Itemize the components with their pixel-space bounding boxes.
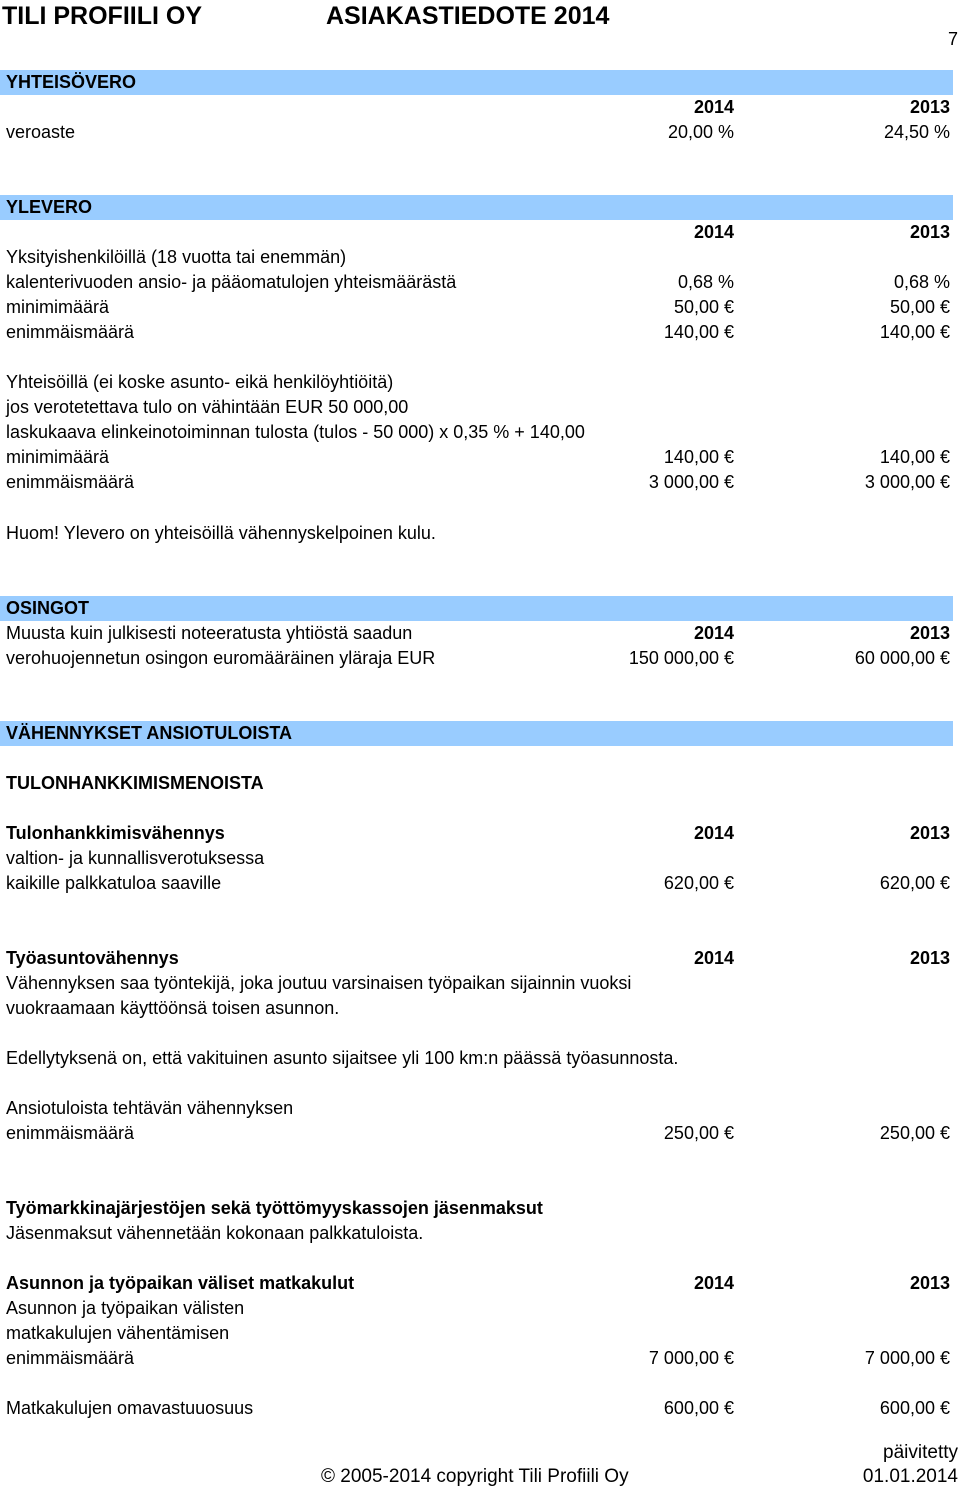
max-label: enimmäismäärä: [6, 322, 135, 342]
min-2013: 50,00 €: [889, 297, 950, 317]
section-title-osingot: OSINGOT: [6, 598, 90, 618]
travel-text-2: matkakulujen vähentämisen: [6, 1323, 230, 1343]
dividend-text: Muusta kuin julkisesti noteeratusta yhtiöstä saadun: [6, 623, 413, 643]
corp-min-label: minimimäärä: [6, 447, 110, 467]
income-2014: 0,68 %: [677, 272, 734, 292]
year-2013: 2013: [909, 823, 950, 843]
updated-date: 01.01.2014: [862, 1466, 958, 1487]
tyoasunto-condition: Edellytyksenä on, että vakituinen asunto sijaitsee yli 100 km:n päässä työasunnosta.: [6, 1048, 679, 1068]
tulonhankkimis-title: Tulonhankkimisvähennys: [6, 823, 225, 843]
min-label: minimimäärä: [6, 297, 110, 317]
max-2014: 140,00 €: [663, 322, 734, 342]
year-2013: 2013: [909, 623, 950, 643]
updated-label: päivitetty: [883, 1442, 958, 1463]
year-2013: 2013: [909, 948, 950, 968]
rate-label: veroaste: [6, 122, 76, 142]
year-2014: 2014: [693, 623, 734, 643]
subsection-title: TULONHANKKIMISMENOISTA: [6, 773, 264, 793]
tulonhankkimis-2013: 620,00 €: [879, 873, 950, 893]
dividend-limit-label: verohuojennetun osingon euromääräinen yläraja EUR: [6, 648, 436, 668]
income-2013: 0,68 %: [893, 272, 950, 292]
self-liability-2013: 600,00 €: [879, 1398, 950, 1418]
year-2014: 2014: [693, 97, 734, 117]
ylevero-note: Huom! Ylevero on yhteisöillä vähennyskelpoinen kulu.: [6, 523, 436, 543]
max-2013: 140,00 €: [879, 322, 950, 342]
corp-max-2013: 3 000,00 €: [864, 472, 950, 492]
tulonhankkimis-2014: 620,00 €: [663, 873, 734, 893]
year-2014: 2014: [693, 823, 734, 843]
rate-2013: 24,50 %: [883, 122, 950, 142]
travel-max-2013: 7 000,00 €: [864, 1348, 950, 1368]
dividend-limit-2014: 150 000,00 €: [628, 648, 734, 668]
corp-calculation: laskukaava elinkeinotoiminnan tulosta (tulos - 50 000) x 0,35 % + 140,00: [6, 422, 585, 442]
page-number: 7: [947, 29, 958, 49]
travel-max-2014: 7 000,00 €: [648, 1348, 734, 1368]
year-2014: 2014: [693, 1273, 734, 1293]
travel-title: Asunnon ja työpaikan väliset matkakulut: [6, 1273, 355, 1293]
tyoasunto-title: Työasuntovähennys: [6, 948, 179, 968]
year-2013: 2013: [909, 1273, 950, 1293]
tyoasunto-text-2: vuokraamaan käyttöönsä toisen asunnon.: [6, 998, 340, 1018]
rate-2014: 20,00 %: [667, 122, 734, 142]
dividend-limit-2013: 60 000,00 €: [854, 648, 950, 668]
year-2014: 2014: [693, 222, 734, 242]
individuals-text: Yksityishenkilöillä (18 vuotta tai enemmän): [6, 247, 347, 267]
corp-min-2014: 140,00 €: [663, 447, 734, 467]
tyoasunto-text-1: Vähennyksen saa työntekijä, joka joutuu varsinaisen työpaikan sijainnin vuoksi: [6, 973, 632, 993]
copyright: © 2005-2014 copyright Tili Profiili Oy: [321, 1466, 629, 1487]
year-2013: 2013: [909, 222, 950, 242]
company-name: TILI PROFIILI OY: [2, 2, 202, 30]
section-title-ylevero: YLEVERO: [6, 197, 93, 217]
tyoasunto-max-label: enimmäismäärä: [6, 1123, 135, 1143]
section-title-yhteisovero: YHTEISÖVERO: [6, 72, 137, 92]
corp-min-2013: 140,00 €: [879, 447, 950, 467]
travel-max-label: enimmäismäärä: [6, 1348, 135, 1368]
tulonhankkimis-text-1: valtion- ja kunnallisverotuksessa: [6, 848, 265, 868]
corp-max-2014: 3 000,00 €: [648, 472, 734, 492]
tulonhankkimis-text-2: kaikille palkkatuloa saaville: [6, 873, 222, 893]
corp-max-label: enimmäismäärä: [6, 472, 135, 492]
year-2013: 2013: [909, 97, 950, 117]
self-liability-label: Matkakulujen omavastuuosuus: [6, 1398, 254, 1418]
travel-text-1: Asunnon ja työpaikan välisten: [6, 1298, 245, 1318]
year-2014: 2014: [693, 948, 734, 968]
min-2014: 50,00 €: [673, 297, 734, 317]
income-label: kalenterivuoden ansio- ja pääomatulojen yhteismäärästä: [6, 272, 457, 292]
union-fees-text: Jäsenmaksut vähennetään kokonaan palkkatuloista.: [6, 1223, 424, 1243]
section-title-vahennykset: VÄHENNYKSET ANSIOTULOISTA: [6, 723, 293, 743]
tyoasunto-deduction-text: Ansiotuloista tehtävän vähennyksen: [6, 1098, 294, 1118]
corp-condition: jos verotetettava tulo on vähintään EUR 50 000,00: [6, 397, 409, 417]
corp-text: Yhteisöillä (ei koske asunto- eikä henkilöyhtiöitä): [6, 372, 394, 392]
document-title: ASIAKASTIEDOTE 2014: [326, 2, 610, 30]
union-fees-title: Työmarkkinajärjestöjen sekä työttömyyskassojen jäsenmaksut: [6, 1198, 543, 1218]
tyoasunto-max-2013: 250,00 €: [879, 1123, 950, 1143]
self-liability-2014: 600,00 €: [663, 1398, 734, 1418]
tyoasunto-max-2014: 250,00 €: [663, 1123, 734, 1143]
